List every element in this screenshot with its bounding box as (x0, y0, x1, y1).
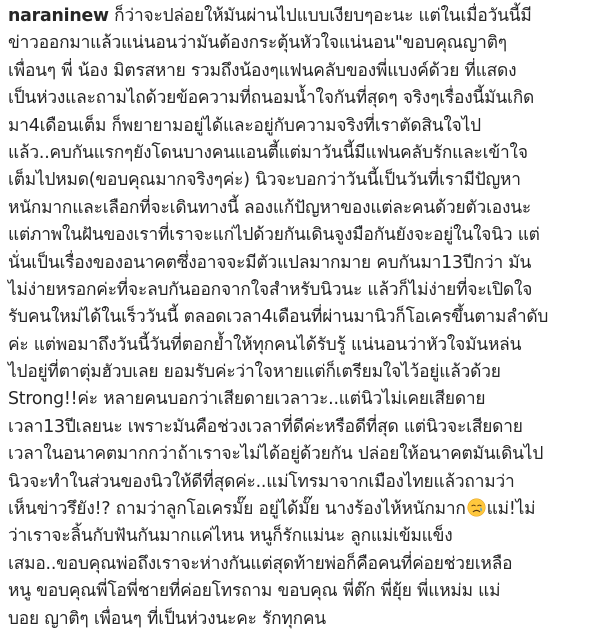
caption-text: ก็ว่าจะปล่อยให้มันผ่านไปแบบเงียบๆอะนะ แต่ในเมื่อวันนี้มี (108, 6, 532, 26)
caption-line: บอย ญาติๆ เพื่อนๆ ที่เป็นห่วงนะคะ รักทุกคน (8, 608, 326, 629)
caption-text: เห็นข่าวรึยัง!? ถามว่าลูกโอเครมั๊ย อยู่ได้มั๊ย นางร้องไห้หนักมาก (8, 499, 466, 520)
caption-line: นิวจะทำในส่วนของนิวให้ดีที่สุดค่ะ..แม่โทรมาจากเมืองไทยแล้วถามว่า (8, 471, 515, 492)
caption-line: มา4เดือนเต็ม ก็พยายามอยู่ได้และอยู่กับความจริงที่เราตัดสินใจไป (8, 115, 481, 136)
caption-line (8, 496, 598, 523)
caption-line: หนักมากและเลือกที่จะเดินทางนี้ ลองแก้ปัญหาของแต่ละคนด้วยตัวเองนะ (8, 197, 532, 218)
caption-line: เป็นห่วงและถามไถด้วยข้อความที่ถนอมน้ำใจกันที่สุดๆ จริงๆเรื่องนี้มันเกิด (8, 88, 535, 109)
caption-line: เสมอ..ขอบคุณพ่อถึงเราจะห่างกันแต่สุดท้ายพ่อก็คือคนที่ค่อยช่วยเหลือ (8, 553, 513, 574)
caption-line: เวลา13ปีเลยนะ เพราะมันคือช่วงเวลาที่ดีค่ะหรือดีที่สุด แต่นิวจะเสียดาย (8, 416, 523, 437)
caption-line: ว่าเราจะลิ้นกับฟันกันมากแค่ไหน หนูก็รักแม่นะ ลูกแม่เข้มแข็ง (8, 526, 453, 547)
username-link[interactable]: naraninew (8, 6, 109, 26)
caption-text: แม่!ไม่ (486, 499, 536, 520)
caption-line: ข่าวออกมาแล้วแน่นอนว่ามันต้องกระตุ้นหัวใจแน่นอน"ขอบคุณญาติๆ (8, 33, 507, 54)
caption-line: ค่ะ แต่พอมาถึงวันนี้วันที่ตอกย้ำให้ทุกคนได้รับรู้ แน่นอนว่าหัวใจมันหล่น (8, 334, 522, 355)
post-caption (8, 3, 598, 633)
crying-face-icon (467, 498, 486, 517)
caption-line: Strong!!ค่ะ หลายคนบอกว่าเสียดายเวลาวะ..แต่นิวไม่เคยเสียดาย (8, 389, 486, 410)
caption-line: ไปอยู่ที่ตาตุ่มฮัวบเลย ยอมรับค่ะว่าใจหายแต่ก็เตรียมใจไว้อยู่แล้วด้วย (8, 362, 501, 383)
caption-line (8, 3, 598, 30)
caption-line: แต่ภาพในฝันของเราที่เราจะแก่ไปด้วยกันเดินจูงมือกันยังจะอยู่ในใจนิว แต่ (8, 225, 540, 246)
caption-line: เวลาในอนาคตมากกว่าถ้าเราจะไม่ได้อยู่ด้วยกัน ปล่อยให้อนาคตมันเดินไป (8, 444, 544, 465)
caption-line: เพื่อนๆ พี่ น้อง มิตรสหาย รวมถึงน้องๆแฟนคลับของพี่แบงค์ด้วย ที่แสดง (8, 60, 517, 81)
caption-line: หนู ขอบคุณพี่โอพี่ชายที่ค่อยโทรถาม ขอบคุณ พี่ต๊ก พี่ยุ้ย พี่แหม่ม แม่ (8, 581, 501, 602)
caption-line: เต็มไปหมด(ขอบคุณมากจริงๆค่ะ) นิวจะบอกว่าวันนี้เป็นวันที่เรามีปัญหา (8, 170, 521, 191)
caption-line: แล้ว..คบกันแรกๆยังโดนบางคนแอนตี้แต่มาวันนี้มีแฟนคลับรักและเข้าใจ (8, 142, 528, 163)
caption-line: นั่นเป็นเรื่องของอนาคตซึ่งอาจจะมีตัวแปลมากมาย คบกันมา13ปีกว่า มัน (8, 252, 532, 273)
caption-line: ไม่ง่ายหรอกค่ะที่จะลบกันออกจากใจสำหรับนิวนะ แล้วก็ไม่ง่ายที่จะเปิดใจ (8, 279, 533, 300)
caption-line: รับคนใหม่ได้ในเร็ววันนี้ ตลอดเวลา4เดือนที่ผ่านมานิวก็โอเครขึ้นตามลำดับ (8, 307, 549, 328)
